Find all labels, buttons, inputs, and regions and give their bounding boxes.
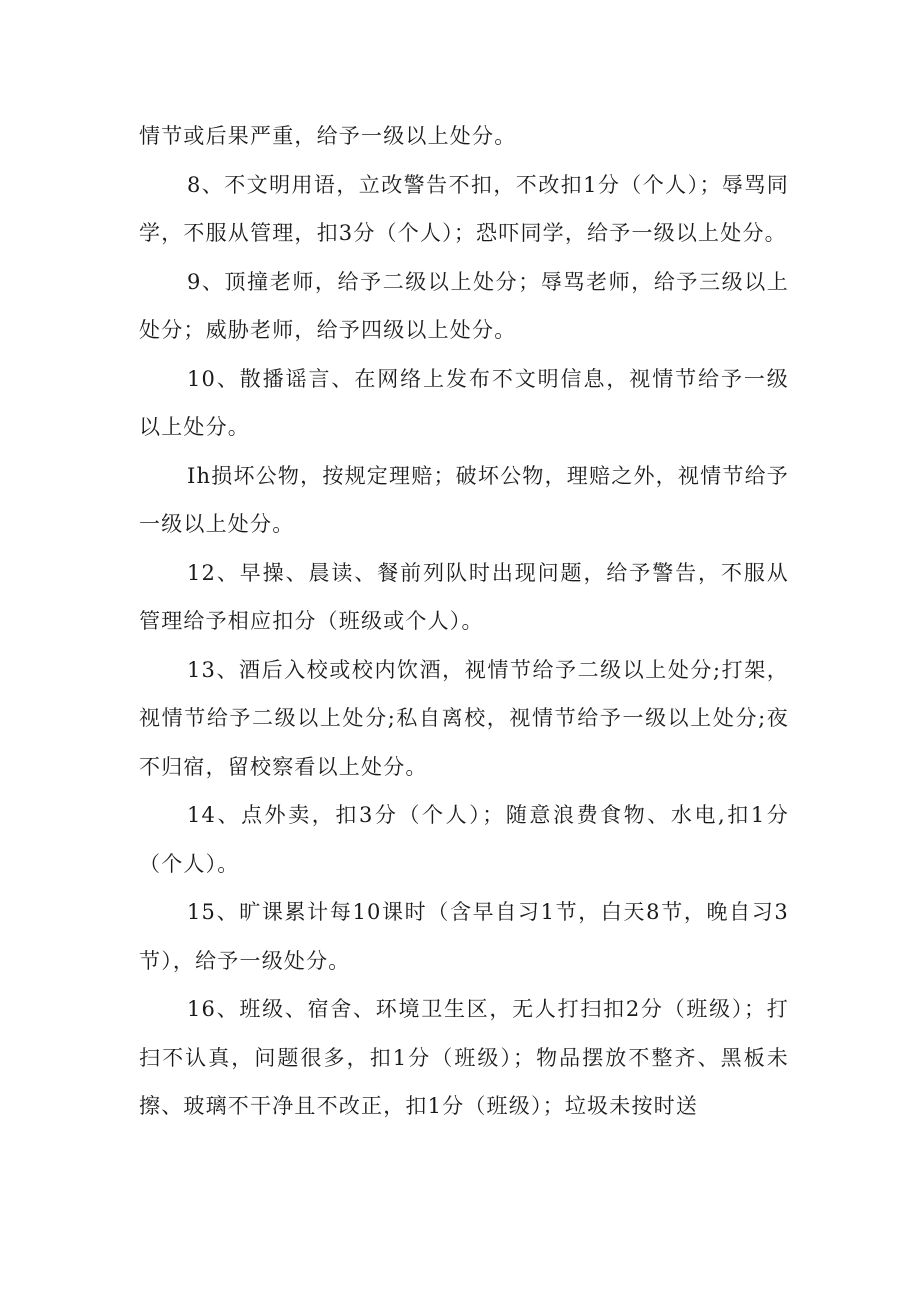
paragraph-item-15: 15、旷课累计每10课时（含早自习1节，白天8节，晚自习3节），给予一级处分。 [139, 900, 789, 973]
paragraph-item-11: Ih损坏公物，按规定理赔；破坏公物，理赔之外，视情节给予一级以上处分。 [139, 463, 789, 536]
paragraph-item-10: 10、散播谣言、在网络上发布不文明信息，视情节给予一级以上处分。 [139, 366, 789, 439]
document-body [139, 112, 789, 1131]
paragraph-item-13: 13、酒后入校或校内饮酒，视情节给予二级以上处分;打架，视情节给予二级以上处分;私自离校，视情节给予一级以上处分;夜不归宿，留校察看以上处分。 [139, 657, 789, 779]
paragraph-item-9: 9、顶撞老师，给予二级以上处分；辱骂老师，给予三级以上处分；威胁老师，给予四级以上处分。 [139, 269, 789, 342]
paragraph-continuation: 情节或后果严重，给予一级以上处分。 [139, 124, 517, 148]
paragraph-item-16: 16、班级、宿舍、环境卫生区，无人打扫扣2分（班级）；打扫不认真，问题很多，扣1分（班级）；物品摆放不整齐、黑板未擦、玻璃不干净且不改正，扣1分（班级）；垃圾未按时送 [139, 997, 789, 1118]
paragraph-item-14: 14、点外卖，扣3分（个人）；随意浪费食物、水电,扣1分（个人）。 [139, 803, 789, 876]
paragraph-item-12: 12、早操、晨读、餐前列队时出现问题，给予警告，不服从管理给予相应扣分（班级或个人）。 [139, 560, 789, 633]
paragraph-item-8: 8、不文明用语，立改警告不扣，不改扣1分（个人）；辱骂同学，不服从管理，扣3分（个人）；恐吓同学，给予一级以上处分。 [139, 172, 789, 245]
